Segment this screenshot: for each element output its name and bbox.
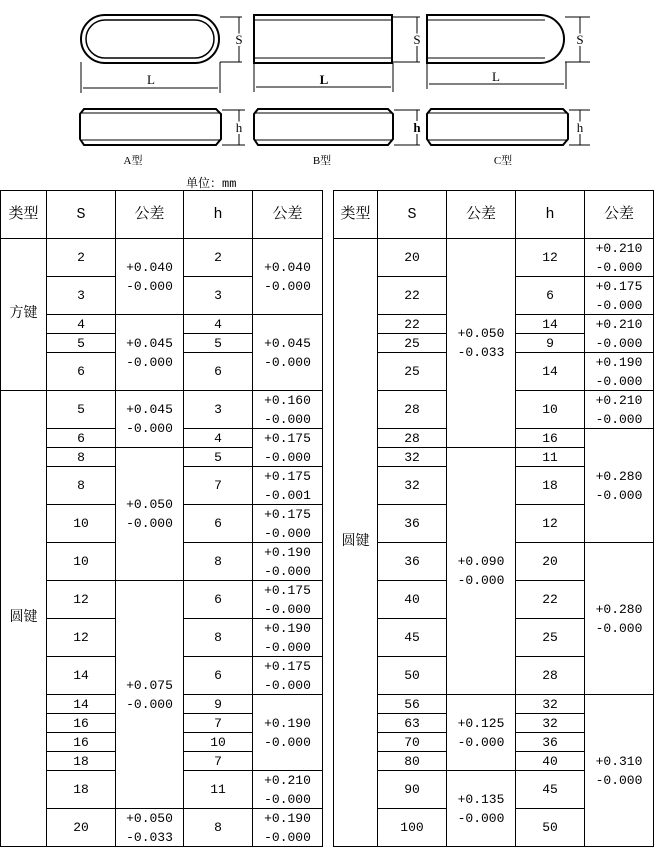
h-value-cell: 2: [184, 239, 253, 277]
s-tol-cell: +0.050 -0.000: [116, 448, 184, 581]
header-s-tolerance: 公差: [116, 191, 184, 239]
h-value-cell: 18: [516, 467, 585, 505]
h-value-cell: 4: [184, 315, 253, 334]
dim-s-b: S: [413, 32, 421, 47]
dim-h-b: h: [413, 120, 421, 135]
h-value-cell: 28: [516, 657, 585, 695]
s-value-cell: 3: [47, 277, 116, 315]
s-value-cell: 20: [378, 239, 447, 277]
header-h-tolerance: 公差: [253, 191, 323, 239]
s-tol-cell: +0.135 -0.000: [447, 771, 516, 847]
header-type: 类型: [334, 191, 378, 239]
header-type: 类型: [1, 191, 47, 239]
h-tol-cell: +0.190 -0.000: [253, 809, 323, 847]
h-value-cell: 4: [184, 429, 253, 448]
s-value-cell: 6: [47, 353, 116, 391]
header-s: S: [378, 191, 447, 239]
s-value-cell: 6: [47, 429, 116, 448]
s-value-cell: 50: [378, 657, 447, 695]
s-value-cell: 10: [47, 543, 116, 581]
h-value-cell: 16: [516, 429, 585, 448]
s-tol-cell: +0.045 -0.000: [116, 315, 184, 391]
s-value-cell: 16: [47, 714, 116, 733]
s-value-cell: 70: [378, 733, 447, 752]
s-value-cell: 5: [47, 334, 116, 353]
h-tol-cell: +0.175 -0.000: [253, 657, 323, 695]
s-value-cell: 12: [47, 619, 116, 657]
h-value-cell: 11: [516, 448, 585, 467]
h-value-cell: 3: [184, 391, 253, 429]
label-type-a: A型: [123, 155, 143, 167]
type-b-top-view: [254, 15, 392, 63]
h-value-cell: 32: [516, 714, 585, 733]
s-value-cell: 22: [378, 315, 447, 334]
s-value-cell: 10: [47, 505, 116, 543]
h-value-cell: 32: [516, 695, 585, 714]
s-tol-cell: +0.045 -0.000: [116, 391, 184, 448]
header-s: S: [47, 191, 116, 239]
s-value-cell: 14: [47, 695, 116, 714]
s-value-cell: 63: [378, 714, 447, 733]
dim-h-c: h: [576, 120, 584, 135]
dim-s-a: S: [235, 32, 243, 47]
h-value-cell: 20: [516, 543, 585, 581]
s-value-cell: 36: [378, 505, 447, 543]
s-value-cell: 8: [47, 467, 116, 505]
dim-s-c: S: [576, 32, 584, 47]
s-value-cell: 32: [378, 467, 447, 505]
h-tol-cell: +0.190 -0.000: [253, 695, 323, 771]
s-value-cell: 14: [47, 657, 116, 695]
h-value-cell: 8: [184, 543, 253, 581]
h-tol-cell: +0.160 -0.000: [253, 391, 323, 429]
h-value-cell: 50: [516, 809, 585, 847]
s-tol-cell: +0.050 -0.033: [447, 239, 516, 448]
h-tol-cell: +0.175 -0.000: [253, 505, 323, 543]
type-cell: 方键: [1, 239, 47, 391]
h-value-cell: 6: [184, 657, 253, 695]
h-value-cell: 45: [516, 771, 585, 809]
s-value-cell: 18: [47, 752, 116, 771]
s-value-cell: 40: [378, 581, 447, 619]
type-cell: 圆键: [1, 391, 47, 847]
s-value-cell: 25: [378, 334, 447, 353]
tolerance-table-right: [333, 190, 654, 847]
h-value-cell: 6: [516, 277, 585, 315]
header-h: h: [516, 191, 585, 239]
h-tol-cell: +0.210 -0.000: [253, 771, 323, 809]
s-tol-cell: +0.090 -0.000: [447, 448, 516, 695]
h-value-cell: 9: [516, 334, 585, 353]
h-value-cell: 5: [184, 334, 253, 353]
s-value-cell: 90: [378, 771, 447, 809]
h-value-cell: 40: [516, 752, 585, 771]
s-tol-cell: +0.075 -0.000: [116, 581, 184, 809]
header-s-tolerance: 公差: [447, 191, 516, 239]
h-tol-cell: +0.310 -0.000: [585, 695, 654, 847]
h-tol-cell: +0.175 -0.000: [253, 429, 323, 467]
h-tol-cell: +0.190 -0.000: [253, 619, 323, 657]
s-value-cell: 45: [378, 619, 447, 657]
h-value-cell: 14: [516, 353, 585, 391]
s-value-cell: 25: [378, 353, 447, 391]
h-tol-cell: +0.280 -0.000: [585, 429, 654, 543]
dim-l-b: L: [319, 72, 329, 87]
s-tol-cell: +0.040 -0.000: [116, 239, 184, 315]
s-tol-cell: +0.050 -0.033: [116, 809, 184, 847]
h-value-cell: 7: [184, 467, 253, 505]
s-value-cell: 100: [378, 809, 447, 847]
h-value-cell: 10: [184, 733, 253, 752]
h-tol-cell: +0.175 -0.000: [585, 277, 654, 315]
h-tol-cell: +0.210 -0.000: [585, 239, 654, 277]
h-value-cell: 7: [184, 714, 253, 733]
s-value-cell: 2: [47, 239, 116, 277]
h-tol-cell: +0.190 -0.000: [253, 543, 323, 581]
s-value-cell: 5: [47, 391, 116, 429]
type-c-top-view: [427, 15, 564, 63]
h-tol-cell: +0.175 -0.000: [253, 581, 323, 619]
h-value-cell: 9: [184, 695, 253, 714]
s-value-cell: 16: [47, 733, 116, 752]
h-value-cell: 12: [516, 505, 585, 543]
label-type-b: B型: [312, 155, 332, 167]
dim-l-a: L: [147, 72, 155, 87]
h-tol-cell: +0.040 -0.000: [253, 239, 323, 315]
key-drawings: [0, 0, 654, 170]
type-a-top-view: [81, 15, 219, 63]
h-value-cell: 8: [184, 809, 253, 847]
dim-h-a: h: [235, 120, 243, 135]
s-value-cell: 12: [47, 581, 116, 619]
h-value-cell: 10: [516, 391, 585, 429]
header-h-tolerance: 公差: [585, 191, 654, 239]
tolerance-table-left: [0, 190, 323, 847]
label-type-c: C型: [493, 155, 513, 167]
h-value-cell: 6: [184, 581, 253, 619]
s-value-cell: 8: [47, 448, 116, 467]
h-value-cell: 6: [184, 505, 253, 543]
s-value-cell: 32: [378, 448, 447, 467]
s-tol-cell: +0.125 -0.000: [447, 695, 516, 771]
dim-l-c: L: [492, 69, 500, 84]
s-value-cell: 20: [47, 809, 116, 847]
s-value-cell: 80: [378, 752, 447, 771]
h-value-cell: 25: [516, 619, 585, 657]
header-h: h: [184, 191, 253, 239]
s-value-cell: 18: [47, 771, 116, 809]
s-value-cell: 28: [378, 391, 447, 429]
h-value-cell: 8: [184, 619, 253, 657]
h-tol-cell: +0.280 -0.000: [585, 543, 654, 695]
s-value-cell: 22: [378, 277, 447, 315]
h-value-cell: 6: [184, 353, 253, 391]
unit-label: 单位：mm: [186, 177, 237, 191]
h-value-cell: 5: [184, 448, 253, 467]
h-value-cell: 12: [516, 239, 585, 277]
h-value-cell: 11: [184, 771, 253, 809]
h-value-cell: 36: [516, 733, 585, 752]
h-tol-cell: +0.045 -0.000: [253, 315, 323, 391]
h-value-cell: 14: [516, 315, 585, 334]
h-tol-cell: +0.175 -0.001: [253, 467, 323, 505]
type-cell: 圆键: [334, 239, 378, 847]
h-tol-cell: +0.210 -0.000: [585, 391, 654, 429]
h-value-cell: 22: [516, 581, 585, 619]
s-value-cell: 28: [378, 429, 447, 448]
s-value-cell: 56: [378, 695, 447, 714]
s-value-cell: 4: [47, 315, 116, 334]
h-value-cell: 3: [184, 277, 253, 315]
h-tol-cell: +0.210 -0.000: [585, 315, 654, 353]
s-value-cell: 36: [378, 543, 447, 581]
h-tol-cell: +0.190 -0.000: [585, 353, 654, 391]
h-value-cell: 7: [184, 752, 253, 771]
